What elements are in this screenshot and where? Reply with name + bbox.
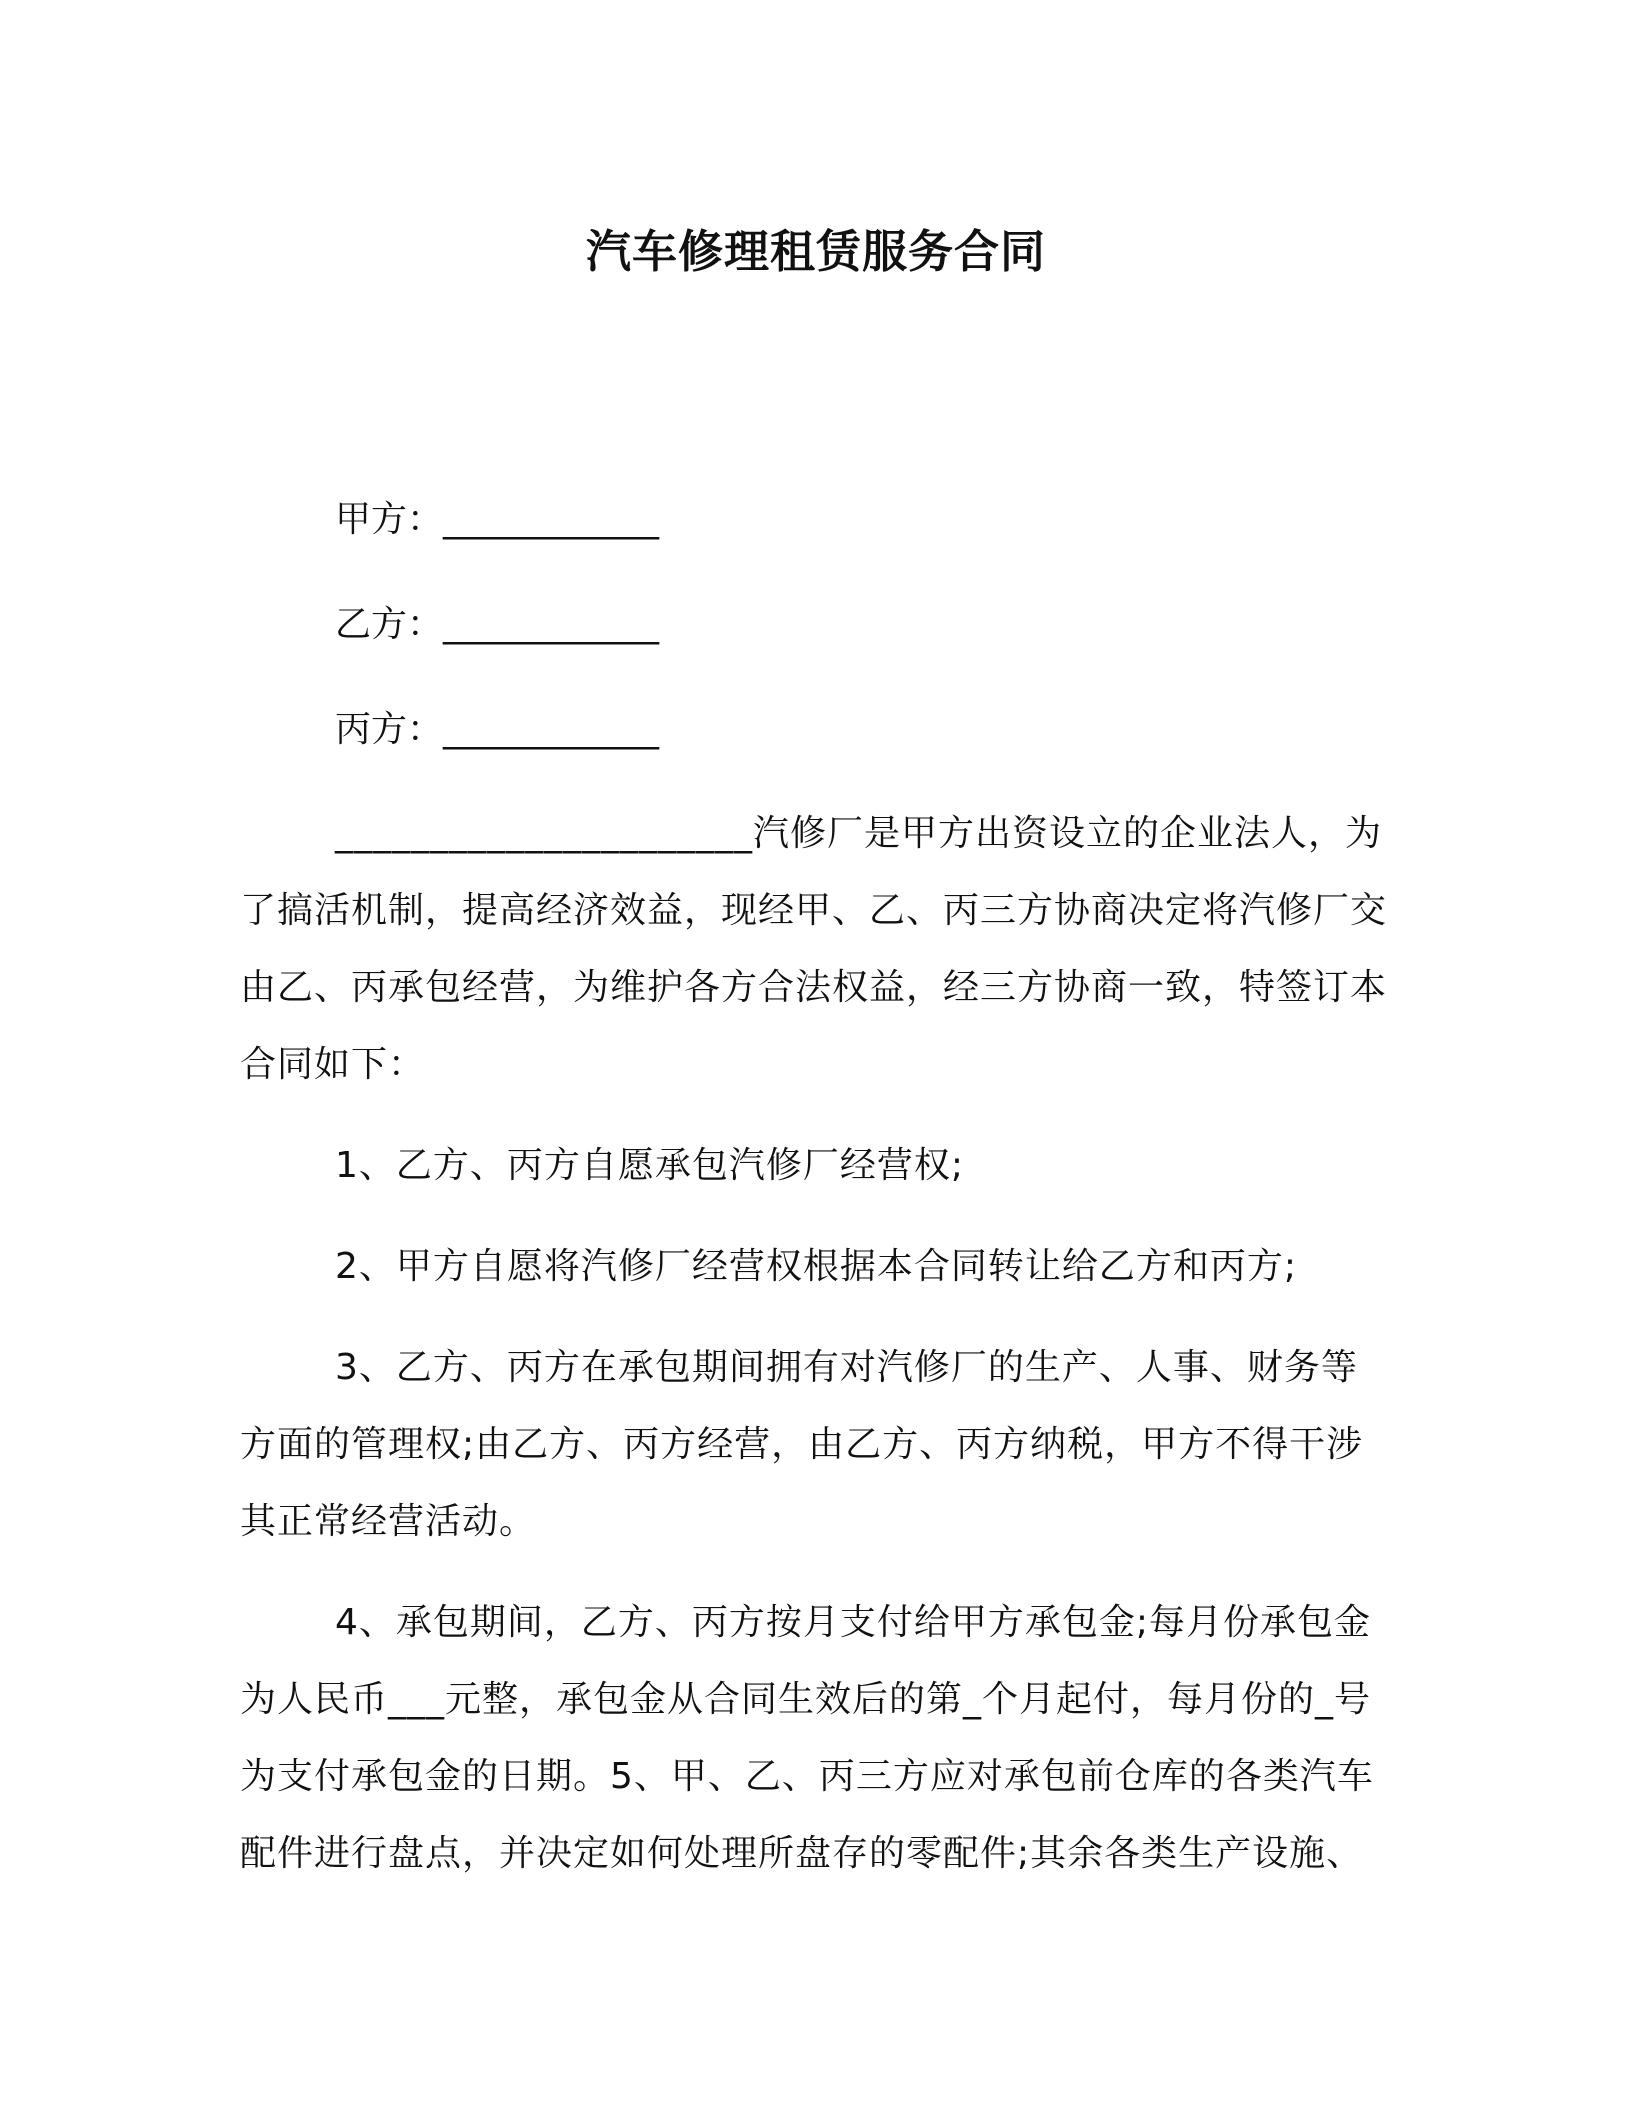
intro-paragraph: ______________________汽修厂是甲方出资设立的企业法人，为了搞活机制，提高经济效益，现经甲、乙、丙三方协商决定将汽修厂交由乙、丙承包经营，为维护各方合法权益，经三方协商一致，特签订本合同如下： [240, 813, 1388, 1085]
clause-1: 1、乙方、丙方自愿承包汽修厂经营权; [335, 1145, 965, 1186]
clause-4: 4、承包期间，乙方、丙方按月支付给甲方承包金;每月份承包金为人民币___元整，承包金从合同生效后的第_个月起付，每月份的_号为支付承包金的日期。5、甲、乙、丙三方应对承包前仓库的各类汽车配件进行盘点，并决定如何处理所盘存的零配件;其余各类生产设施、 [240, 1602, 1374, 1874]
party-b-line: 乙方：____________ [335, 604, 660, 645]
document-title: 汽车修理租赁服务合同 [585, 225, 1046, 278]
contract-body [240, 795, 1392, 1892]
clause-3: 3、乙方、丙方在承包期间拥有对汽修厂的生产、人事、财务等方面的管理权;由乙方、丙方经营，由乙方、丙方纳税，甲方不得干涉其正常经营活动。 [240, 1347, 1364, 1542]
clause-2: 2、甲方自愿将汽修厂经营权根据本合同转让给乙方和丙方; [335, 1246, 1298, 1287]
party-c-line: 丙方：____________ [335, 709, 660, 750]
party-a-line: 甲方：____________ [335, 499, 660, 540]
